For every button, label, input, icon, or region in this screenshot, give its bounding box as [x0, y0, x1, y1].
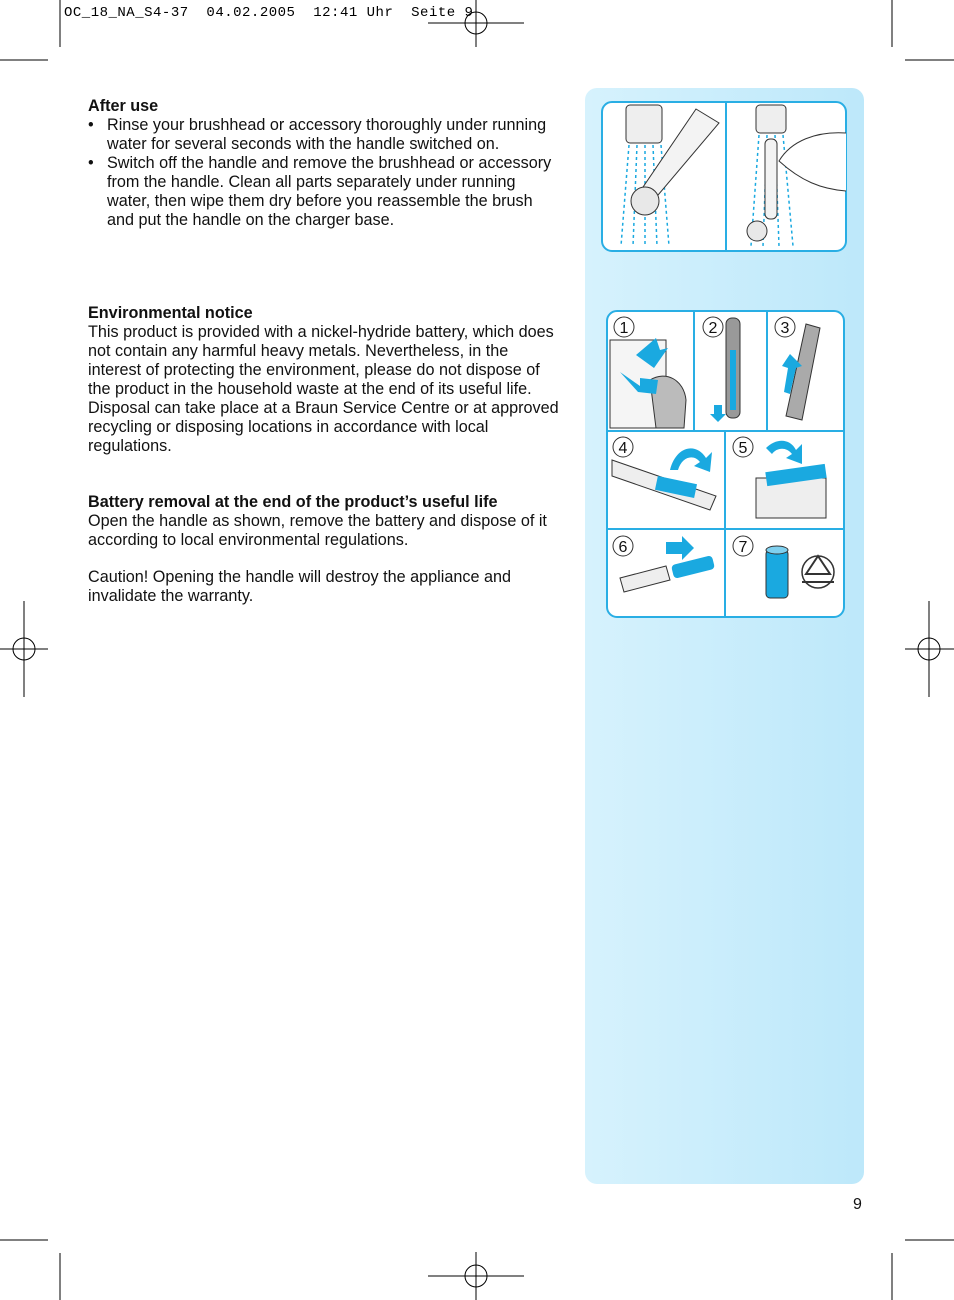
print-header: OC_18_NA_S4-37 04.02.2005 12:41 Uhr Seite 9 — [64, 5, 474, 21]
battery-removal-steps — [606, 310, 845, 619]
step-number: 4 — [618, 440, 628, 457]
step-number: 2 — [708, 320, 718, 337]
battery-body: Open the handle as shown, remove the battery and dispose of it according to local environmental regulations. — [88, 512, 547, 549]
step-number: 7 — [738, 539, 748, 556]
environmental-body: This product is provided with a nickel-hydride battery, which does not contain any harmful heavy metals. Nevertheless, in the interest of protecting the environment, please do not dispose of the product in the household waste at the end of its useful life. Disposal can take place at a Braun Service Centre or at approved recycling or disposing locations in accordance with local regulations. — [88, 323, 559, 455]
step-number: 1 — [619, 320, 629, 337]
after-use-section — [88, 97, 563, 230]
after-use-title: After use — [88, 97, 159, 115]
page-number: 9 — [853, 1196, 862, 1213]
step-number: 3 — [780, 320, 790, 337]
step-number: 5 — [738, 440, 748, 457]
battery-section — [88, 493, 563, 606]
after-use-list — [88, 116, 563, 230]
illustration-panel — [585, 88, 864, 1184]
environmental-section — [88, 304, 563, 456]
environmental-title: Environmental notice — [88, 304, 253, 322]
list-item: • Switch off the handle and remove the brushhead or accessory from the handle. Clean all parts separately under running water, then wipe them dry before you reassemble the brush and put the handle on the charger base. — [88, 154, 563, 230]
step-number: 6 — [618, 539, 628, 556]
caution-text: Caution! Opening the handle will destroy the appliance and invalidate the warranty. — [88, 568, 511, 605]
list-item: • Rinse your brushhead or accessory thoroughly under running water for several seconds with the handle switched on. — [88, 116, 563, 154]
battery-title: Battery removal at the end of the product’s useful life — [88, 493, 498, 511]
rinse-illustration — [601, 101, 847, 252]
